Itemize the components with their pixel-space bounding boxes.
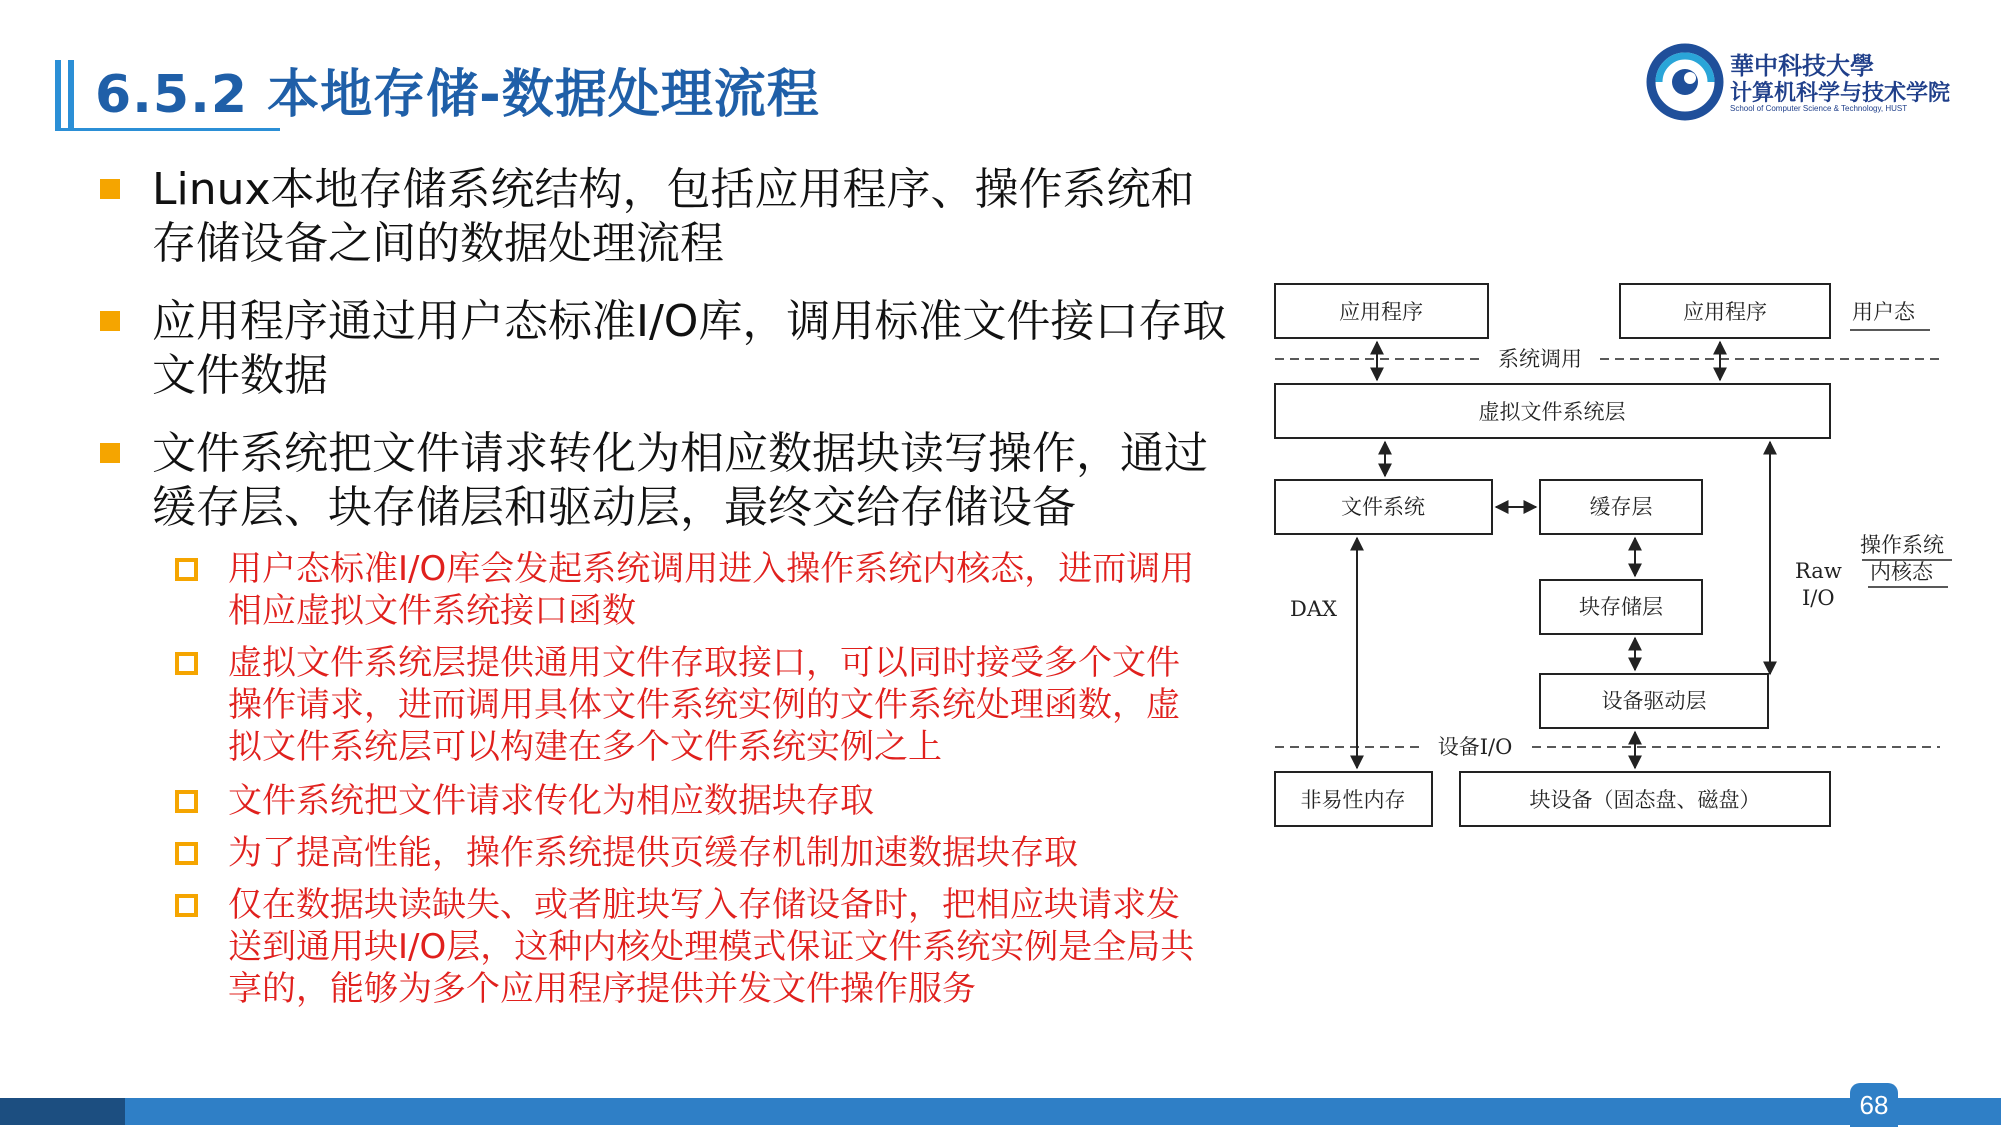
sub-bullet-item xyxy=(175,642,1210,768)
bullet-square-icon xyxy=(100,179,120,199)
title-underline xyxy=(55,128,280,131)
logo-emblem-icon xyxy=(1645,42,1725,122)
bullet-text: 文件系统把文件请求转化为相应数据块读写操作，通过缓存层、块存储层和驱动层，最终交给存储设备 xyxy=(152,428,1208,533)
logo-school-name: 计算机科学与技术学院 xyxy=(1730,81,1951,106)
sub-bullet-item xyxy=(175,548,1210,632)
block-device-label: 块设备（固态盘、磁盘） xyxy=(1529,788,1761,812)
block-layer-label: 块存储层 xyxy=(1579,595,1663,619)
bullet-text: 应用程序通过用户态标准I/O库，调用标准文件接口存取文件数据 xyxy=(152,296,1227,401)
university-logo xyxy=(1645,42,1965,122)
storage-architecture-diagram xyxy=(1270,272,1970,832)
sub-bullet-text: 文件系统把文件请求传化为相应数据块存取 xyxy=(228,781,874,821)
title-accent-bar xyxy=(68,60,74,130)
vfs-label: 虚拟文件系统层 xyxy=(1478,400,1626,424)
bullet-item xyxy=(100,427,1230,535)
app-label-1: 应用程序 xyxy=(1339,300,1423,324)
kernel-label-1: 操作系统 xyxy=(1860,533,1944,557)
bullet-text: Linux本地存储系统结构，包括应用程序、操作系统和存储设备之间的数据处理流程 xyxy=(152,164,1195,269)
footer-bar-dark xyxy=(0,1098,125,1125)
app-label-2: 应用程序 xyxy=(1683,300,1767,324)
sub-bullet-text: 为了提高性能，操作系统提供页缓存机制加速数据块存取 xyxy=(228,833,1078,873)
sub-bullet-box-icon xyxy=(175,790,198,813)
page-number: 68 xyxy=(1850,1083,1898,1127)
sub-bullet-text: 仅在数据块读缺失、或者脏块写入存储设备时，把相应块请求发送到通用块I/O层，这种内核处理模式保证文件系统实例是全局共享的，能够为多个应用程序提供并发文件操作服务 xyxy=(228,885,1195,1009)
raw-label: Raw xyxy=(1795,559,1842,583)
sub-bullet-box-icon xyxy=(175,842,198,865)
syscall-label: 系统调用 xyxy=(1498,347,1582,371)
sub-bullet-box-icon xyxy=(175,652,198,675)
bullet-item xyxy=(100,163,1230,271)
sub-bullet-item xyxy=(175,884,1210,1010)
sub-bullet-item xyxy=(175,780,1210,822)
sub-bullet-box-icon xyxy=(175,894,198,917)
sub-bullet-box-icon xyxy=(175,558,198,581)
sub-bullet-text: 用户态标准I/O库会发起系统调用进入操作系统内核态，进而调用相应虚拟文件系统接口函数 xyxy=(228,549,1195,631)
logo-university-name: 華中科技大學 xyxy=(1730,51,1874,80)
device-io-label: 设备I/O xyxy=(1437,735,1513,759)
driver-label: 设备驱动层 xyxy=(1601,689,1707,713)
raw-io-label: I/O xyxy=(1802,586,1835,610)
fs-label: 文件系统 xyxy=(1341,495,1425,519)
bullet-item xyxy=(100,295,1230,403)
cache-label: 缓存层 xyxy=(1589,495,1653,519)
footer-bar xyxy=(125,1098,2001,1125)
bullet-square-icon xyxy=(100,311,120,331)
sub-bullet-item xyxy=(175,832,1210,874)
bullet-square-icon xyxy=(100,443,120,463)
kernel-label-2: 内核态 xyxy=(1870,560,1933,584)
user-mode-label: 用户态 xyxy=(1852,300,1915,324)
sub-bullet-text: 虚拟文件系统层提供通用文件存取接口，可以同时接受多个文件操作请求，进而调用具体文件系统实例的文件系统处理函数，虚拟文件系统层可以构建在多个文件系统实例之上 xyxy=(228,643,1180,767)
nvm-label: 非易性内存 xyxy=(1300,788,1406,812)
logo-school-english: School of Computer Science & Technology, HUST xyxy=(1730,104,1908,113)
dax-label: DAX xyxy=(1290,597,1337,621)
slide-title: 6.5.2 本地存储-数据处理流程 xyxy=(95,65,820,125)
title-accent-bar xyxy=(55,60,61,130)
